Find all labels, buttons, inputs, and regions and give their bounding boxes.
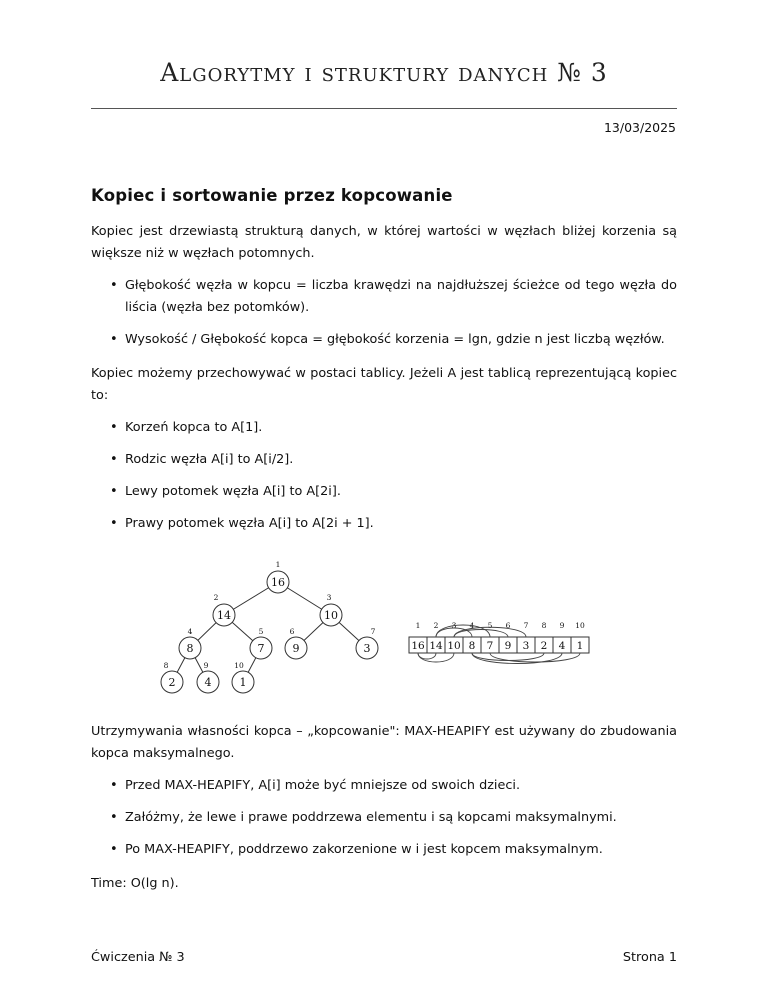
array-intro-paragraph: Kopiec możemy przechowywać w postaci tablicy. Jeżeli A jest tablicą reprezentującą kopiec to: [91, 366, 677, 403]
tree-node-index: 5 [258, 627, 264, 636]
array-cell-index: 10 [575, 621, 585, 630]
list-item: • Prawy potomek węzła A[i] to A[2i + 1]. [125, 513, 677, 535]
array-cell-index: 8 [541, 621, 547, 630]
title-divider [91, 108, 677, 109]
tree-node-index: 1 [275, 560, 281, 569]
array-cell-value: 16 [411, 640, 425, 652]
tree-node-value: 7 [257, 642, 265, 655]
footer-page-number: Strona 1 [622, 950, 677, 965]
array-cell-index: 9 [559, 621, 565, 630]
array-cell-index: 5 [487, 621, 493, 630]
array-cell-value: 14 [429, 640, 443, 652]
array-cell-index: 7 [523, 621, 529, 630]
array-cell-index: 6 [505, 621, 511, 630]
heapify-intro-paragraph: Utrzymywania własności kopca – „kopcowanie": MAX-HEAPIFY est używany do zbudowania kopca maksymalnego. [91, 724, 677, 761]
tree-node-value: 16 [271, 576, 285, 589]
array-cell-value: 8 [468, 640, 476, 652]
time-complexity: Time: O(lg n). [91, 876, 179, 891]
list-item: • Przed MAX-HEAPIFY, A[i] może być mniejsze od swoich dzieci. [125, 775, 677, 797]
list-item: • Wysokość / Głębokość kopca = głębokość korzenia = lgn, gdzie n jest liczbą węzłów. [125, 329, 677, 351]
tree-node-index: 7 [370, 627, 376, 636]
tree-node-value: 10 [324, 609, 338, 622]
list-item: • Lewy potomek węzła A[i] to A[2i]. [125, 481, 677, 503]
list-item: • Korzeń kopca to A[1]. [125, 417, 677, 439]
tree-node-value: 8 [186, 642, 194, 655]
array-cell-value: 9 [504, 640, 512, 652]
tree-node-value: 3 [363, 642, 371, 655]
tree-node-index: 10 [234, 661, 244, 670]
array-bullet-list [91, 417, 677, 535]
tree-node-value: 2 [168, 676, 176, 689]
list-item: • Po MAX-HEAPIFY, poddrzewo zakorzenione w i jest kopcem maksymalnym. [125, 839, 677, 861]
array-cell-index: 2 [433, 621, 439, 630]
list-item: • Załóżmy, że lewe i prawe poddrzewa elementu i są kopcami maksymalnymi. [125, 807, 677, 829]
array-link-arc [472, 653, 544, 661]
array-cell-index: 1 [415, 621, 421, 630]
list-item: • Głębokość węzła w kopcu = liczba krawędzi na najdłuższej ścieżce od tego węzła do liścia (węzła bez potomków). [125, 275, 677, 319]
tree-node-index: 4 [187, 627, 193, 636]
array-cell-value: 10 [447, 640, 461, 652]
array-cell-value: 4 [558, 640, 566, 652]
tree-node-value: 9 [292, 642, 300, 655]
document-date: 13/03/2025 [603, 120, 676, 135]
tree-node-index: 3 [326, 593, 332, 602]
tree-node-value: 1 [239, 676, 247, 689]
array-cell-index: 4 [469, 621, 475, 630]
list-item: • Rodzic węzła A[i] to A[i/2]. [125, 449, 677, 471]
tree-node-index: 8 [163, 661, 169, 670]
page-title: Algorytmy i struktury danych № 3 [160, 58, 608, 87]
array-cell-value: 7 [486, 640, 494, 652]
footer-exercise-label: Ćwiczenia № 3 [91, 950, 185, 965]
array-cell-value: 3 [522, 640, 530, 652]
tree-node-index: 6 [289, 627, 295, 636]
main-content [91, 185, 677, 905]
heap-figure [91, 555, 677, 695]
tree-node-index: 9 [203, 661, 209, 670]
array-cell-value: 2 [540, 640, 548, 652]
heap-diagram [91, 555, 677, 695]
array-cell-index: 3 [451, 621, 457, 630]
section-heading: Kopiec i sortowanie przez kopcowanie [91, 186, 453, 205]
depth-bullet-list [91, 275, 677, 351]
tree-node-value: 4 [204, 676, 212, 689]
intro-paragraph: Kopiec jest drzewiastą strukturą danych, w której wartości w węzłach bliżej korzenia są większe niż w węzłach potomnych. [91, 224, 677, 261]
tree-node-value: 14 [217, 609, 231, 622]
tree-node-index: 2 [213, 593, 219, 602]
array-cell-value: 1 [576, 640, 584, 652]
heapify-bullet-list [91, 775, 677, 861]
